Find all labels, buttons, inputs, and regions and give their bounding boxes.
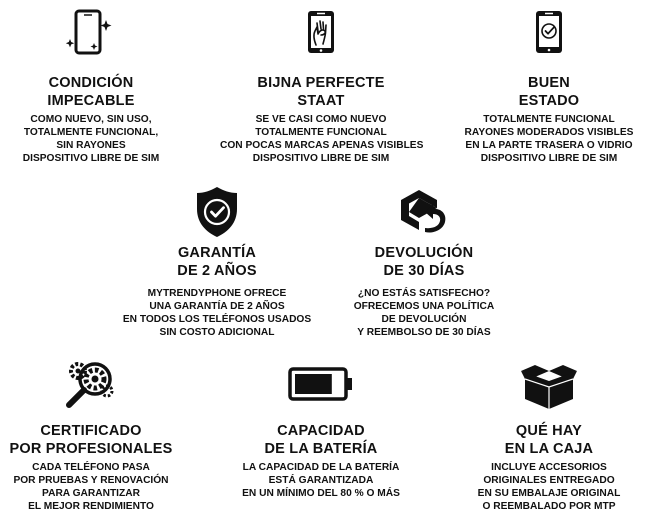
open-box-icon xyxy=(519,357,579,411)
feature-title: GARANTÍA DE 2 AÑOS xyxy=(177,245,257,279)
feature-title: BIJNA PERFECTE STAAT xyxy=(257,75,385,109)
feature-title: CERTIFICADO POR PROFESIONALES xyxy=(9,423,173,457)
feature-bijna-perfecte-staat xyxy=(220,0,422,170)
magnifier-gears-icon xyxy=(62,357,120,411)
feature-description: ¿NO ESTÁS SATISFECHO? OFRECEMOS UNA POLÍTICA DE DEVOLUCIÓN Y REEMBOLSO DE 30 DÍAS xyxy=(353,288,495,338)
feature-description: TOTALMENTE FUNCIONAL RAYONES MODERADOS VISIBLES EN LA PARTE TRASERA O VIDRIO DISPOSITIVO LIBRE DE SIM xyxy=(464,114,634,164)
feature-buen-estado xyxy=(456,0,642,170)
feature-devolucion xyxy=(336,180,512,345)
check-phone-icon xyxy=(532,9,566,55)
feature-description: LA CAPACIDAD DE LA BATERÍA ESTÁ GARANTIZADA EN UN MÍNIMO DEL 80 % O MÁS xyxy=(242,462,400,499)
feature-certificado xyxy=(0,350,182,520)
feature-que-hay-caja xyxy=(456,350,642,520)
feature-description: CADA TELÉFONO PASA POR PRUEBAS Y RENOVACIÓN PARA GARANTIZAR EL MEJOR RENDIMIENTO xyxy=(13,462,169,512)
feature-garantia xyxy=(116,180,318,345)
shield-check-icon xyxy=(194,185,240,239)
feature-capacidad-bateria xyxy=(228,350,414,520)
ok-hand-phone-icon xyxy=(304,9,338,55)
return-box-icon xyxy=(397,186,451,238)
feature-description: SE VE CASI COMO NUEVO TOTALMENTE FUNCIONAL CON POCAS MARCAS APENAS VISIBLES DISPOSITIVO LIBRE DE SIM xyxy=(220,114,424,164)
feature-description: INCLUYE ACCESORIOS ORIGINALES ENTREGADO EN SU EMBALAJE ORIGINAL O REEMBALADO POR MTP xyxy=(477,462,621,512)
feature-title: DEVOLUCIÓN DE 30 DÍAS xyxy=(374,245,474,279)
feature-description: MYTRENDYPHONE OFRECE UNA GARANTÍA DE 2 AÑOS EN TODOS LOS TELÉFONOS USADOS SIN COSTO ADICIONAL xyxy=(122,288,312,338)
feature-title: QUÉ HAY EN LA CAJA xyxy=(504,423,594,457)
battery-icon xyxy=(288,367,354,401)
feature-title: CONDICIÓN IMPECABLE xyxy=(47,75,135,109)
feature-description: COMO NUEVO, SIN USO, TOTALMENTE FUNCIONAL, SIN RAYONES DISPOSITIVO LIBRE DE SIM xyxy=(22,114,160,164)
battery-fill xyxy=(295,374,332,394)
feature-title: CAPACIDAD DE LA BATERÍA xyxy=(264,423,378,457)
sparkling-phone-icon xyxy=(65,9,117,55)
feature-title: BUEN ESTADO xyxy=(518,75,580,109)
feature-condicion-impecable xyxy=(0,0,182,170)
